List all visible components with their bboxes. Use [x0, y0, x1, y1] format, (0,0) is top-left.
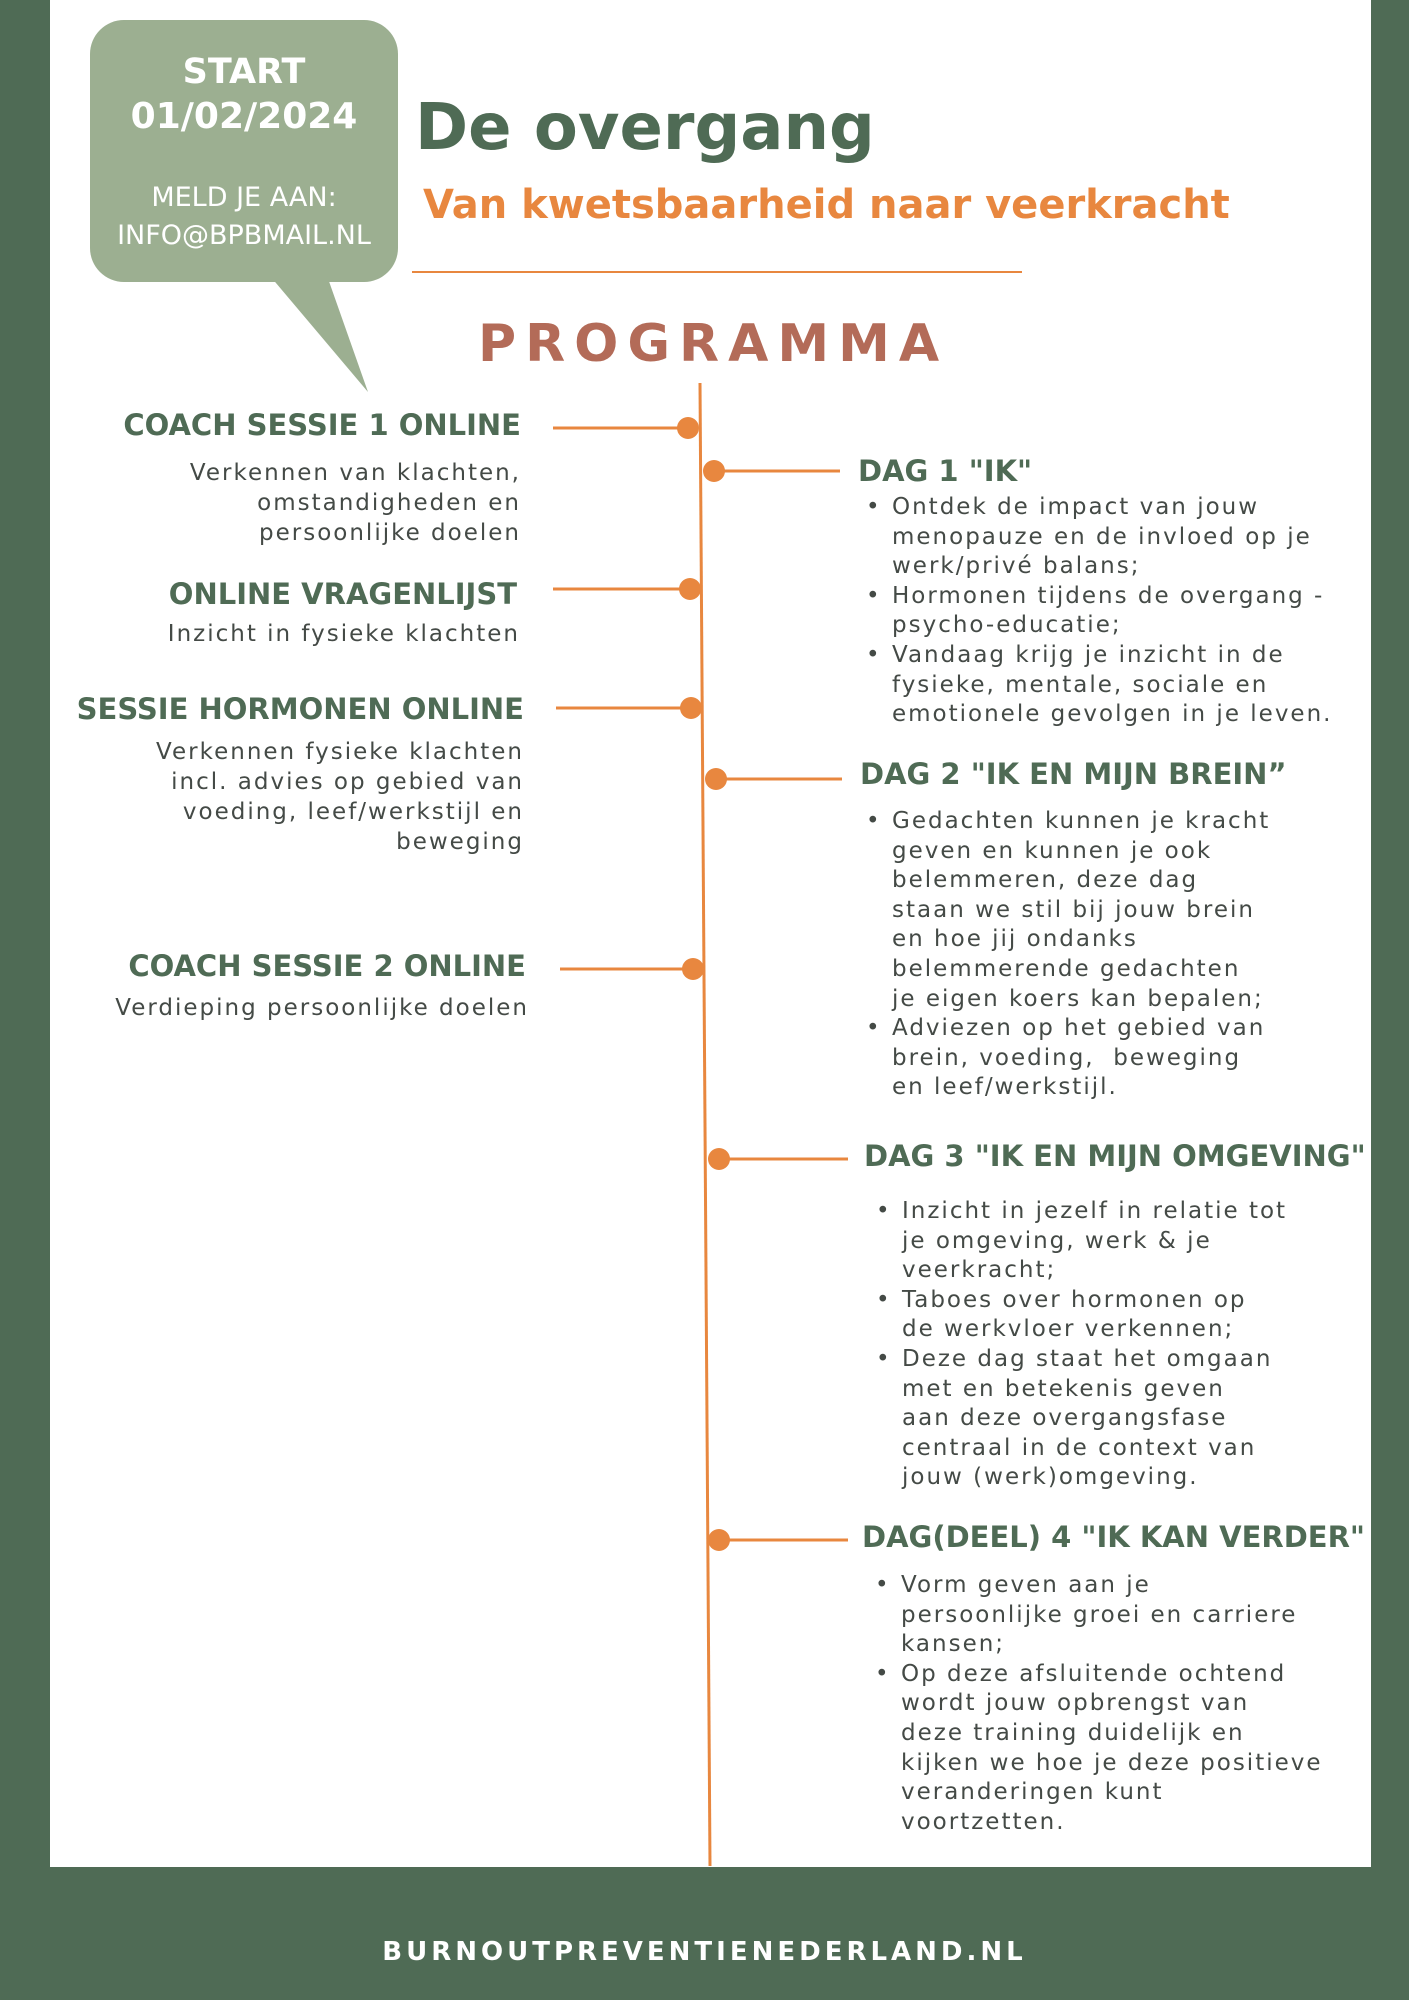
left-item-2-desc: Inzicht in fysieke klachten: [167, 621, 520, 647]
bubble-signup-label: MELD JE AAN:: [151, 182, 337, 213]
right-item-3-title: DAG 3 "IK EN MIJN OMGEVING": [864, 1139, 1366, 1173]
left-item-1-desc: Verkennen van klachten, omstandigheden en persoonlijke doelen: [189, 460, 521, 546]
right-item-2-title: DAG 2 "IK EN MIJN BREIN”: [860, 757, 1287, 791]
bubble-start-date: 01/02/2024: [130, 96, 358, 137]
timeline-dot: [679, 578, 701, 600]
timeline-axis: [700, 383, 710, 1866]
timeline-dot: [708, 1148, 730, 1170]
list-item: • Vandaag krijg je inzicht in de fysieke, mentale, sociale en emotionele gevolgen in je leven.: [862, 641, 1332, 730]
list-item: • Hormonen tijdens de overgang - psycho-educatie;: [862, 582, 1332, 641]
list-item: • Gedachten kunnen je kracht geven en kunnen je ook belemmeren, deze dag staan we stil bij jouw brein en hoe jij ondanks belemmerende gedachten je eigen koers kan bepalen;: [862, 807, 1270, 1014]
list-item: • Adviezen op het gebied van brein, voeding, beweging en leef/werkstijl.: [862, 1014, 1270, 1103]
timeline-dot: [708, 1529, 730, 1551]
left-item-1-title: COACH SESSIE 1 ONLINE: [123, 408, 521, 442]
page-title: De overgang: [415, 91, 875, 165]
left-item-4-desc: Verdieping persoonlijke doelen: [115, 995, 529, 1021]
page-subtitle: Van kwetsbaarheid naar veerkracht: [423, 182, 1230, 228]
right-item-4-title: DAG(DEEL) 4 "IK KAN VERDER": [862, 1520, 1366, 1554]
bubble-email: INFO@BPBMAIL.NL: [117, 220, 371, 251]
timeline-dot: [682, 958, 704, 980]
list-item: • Vorm geven aan je persoonlijke groei en carriere kansen;: [871, 1571, 1323, 1660]
right-item-1-bullets: [862, 493, 1332, 730]
footer-website: BURNOUTPREVENTIENEDERLAND.NL: [382, 1937, 1027, 1967]
bubble-start-label: START: [182, 52, 306, 92]
list-item: • Taboes over hormonen op de werkvloer verkennen;: [872, 1286, 1287, 1345]
left-item-2-title: ONLINE VRAGENLIJST: [168, 577, 517, 611]
list-item: • Inzicht in jezelf in relatie tot je omgeving, werk & je veerkracht;: [872, 1197, 1287, 1286]
timeline-dot: [680, 697, 702, 719]
timeline-dot: [705, 768, 727, 790]
left-item-4-title: COACH SESSIE 2 ONLINE: [128, 949, 526, 983]
left-item-3-desc: Verkennen fysieke klachten incl. advies op gebied van voeding, leef/werkstijl en beweging: [156, 739, 524, 855]
right-item-1-title: DAG 1 "IK": [858, 454, 1033, 488]
left-item-3-title: SESSIE HORMONEN ONLINE: [76, 692, 524, 726]
list-item: • Deze dag staat het omgaan met en betekenis geven aan deze overgangsfase centraal in de context van jouw (werk)omgeving.: [872, 1345, 1287, 1493]
program-heading: PROGRAMMA: [478, 314, 949, 374]
right-item-4-bullets: [871, 1571, 1323, 1837]
right-item-2-bullets: [862, 807, 1270, 1103]
timeline-dot: [703, 460, 725, 482]
list-item: • Op deze afsluitende ochtend wordt jouw opbrengst van deze training duidelijk en kijken we hoe je deze positieve veranderingen kunt voortzetten.: [871, 1660, 1323, 1838]
list-item: • Ontdek de impact van jouw menopauze en de invloed op je werk/privé balans;: [862, 493, 1332, 582]
timeline-dot: [677, 417, 699, 439]
right-item-3-bullets: [872, 1197, 1287, 1493]
